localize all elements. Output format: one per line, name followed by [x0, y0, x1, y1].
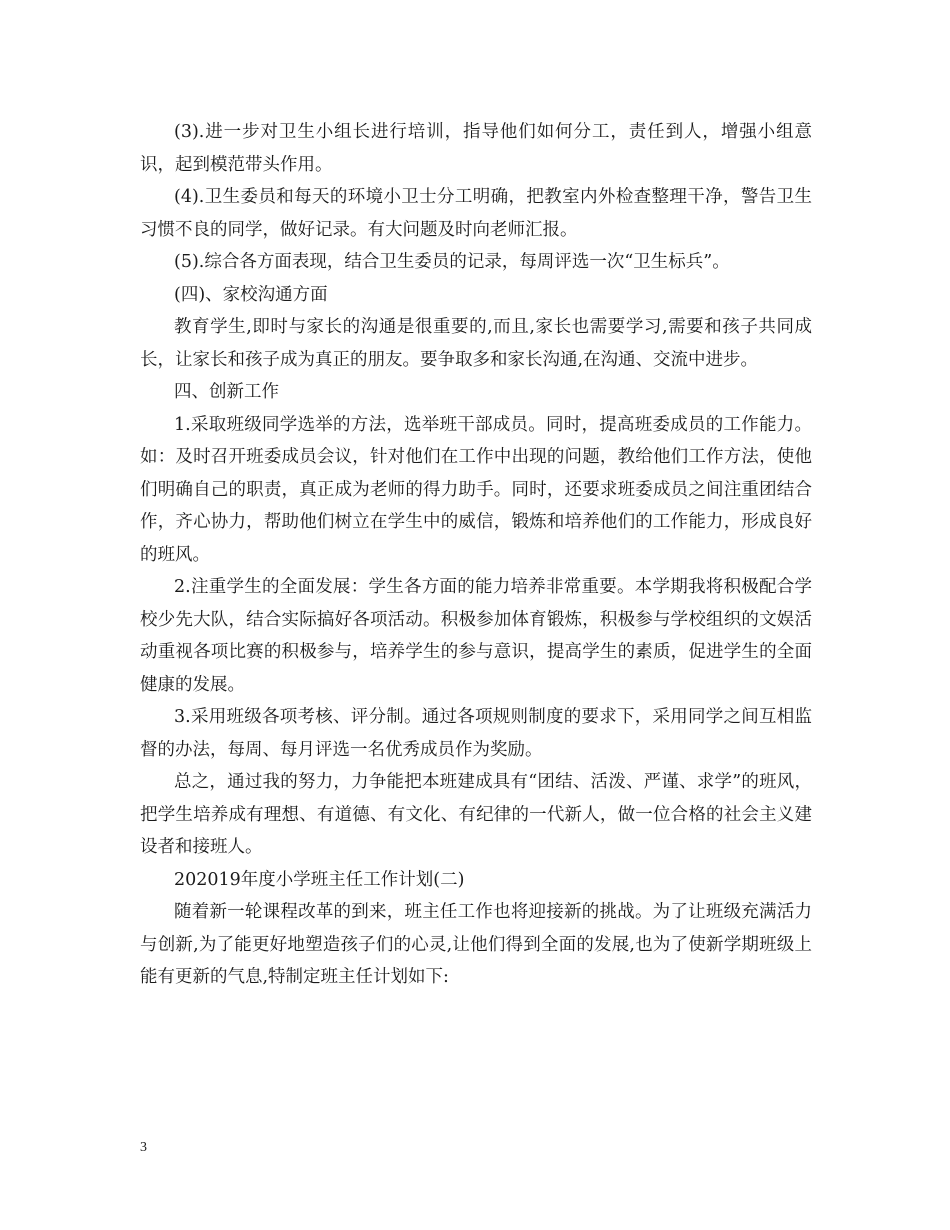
- paragraph-hygiene-4: (4).卫生委员和每天的环境小卫士分工明确，把教室内外检查整理干净，警告卫生习惯不良的同学，做好记录。有大问题及时向老师汇报。: [140, 187, 812, 240]
- paragraph-hygiene-5: (5).综合各方面表现，结合卫生委员的记录，每周评选一次“卫生标兵”。: [174, 252, 730, 272]
- paragraph-innovation-3: 3.采用班级各项考核、评分制。通过各项规则制度的要求下，采用同学之间互相监督的办法，每周、每月评选一名优秀成员作为奖励。: [140, 707, 812, 760]
- page-number: 3: [140, 1140, 147, 1155]
- plan-title-2: 202019年度小学班主任工作计划(二): [174, 869, 465, 890]
- paragraph-innovation-2: 2.注重学生的全面发展：学生各方面的能力培养非常重要。本学期我将积极配合学校少先大队，结合实际搞好各项活动。积极参加体育锻炼，积极参与学校组织的文娱活动重视各项比赛的积极参与，培养学生的参与意识，提高学生的素质，促进学生的全面健康的发展。: [140, 577, 812, 695]
- document-body: [140, 116, 812, 994]
- section-heading-innovation: 四、创新工作: [174, 382, 279, 402]
- paragraph-home-school: 教育学生,即时与家长的沟通是很重要的,而且,家长也需要学习,需要和孩子共同成长，让家长和孩子成为真正的朋友。要争取多和家长沟通,在沟通、交流中进步。: [140, 317, 812, 370]
- section-heading-home-school: (四)、家校沟通方面: [174, 284, 328, 305]
- paragraph-innovation-1: 1.采取班级同学选举的方法，选举班干部成员。同时，提高班委成员的工作能力。如：及时召开班委成员会议，针对他们在工作中出现的问题，教给他们工作方法，使他们明确自己的职责，真正成为老师的得力助手。同时，还要求班委成员之间注重团结合作，齐心协力，帮助他们树立在学生中的威信，锻炼和培养他们的工作能力，形成良好的班风。: [140, 414, 812, 565]
- paragraph-summary: 总之，通过我的努力，力争能把本班建成具有“团结、活泼、严谨、求学”的班风，把学生培养成有理想、有道德、有文化、有纪律的一代新人，做一位合格的社会主义建设者和接班人。: [140, 772, 812, 857]
- paragraph-intro-2: 随着新一轮课程改革的到来，班主任工作也将迎接新的挑战。为了让班级充满活力与创新,为了能更好地塑造孩子们的心灵,让他们得到全面的发展,也为了使新学期班级上能有更新的气息,特制定班主任计划如下:: [140, 902, 812, 987]
- paragraph-hygiene-3: (3).进一步对卫生小组长进行培训，指导他们如何分工，责任到人，增强小组意识，起到模范带头作用。: [140, 122, 812, 175]
